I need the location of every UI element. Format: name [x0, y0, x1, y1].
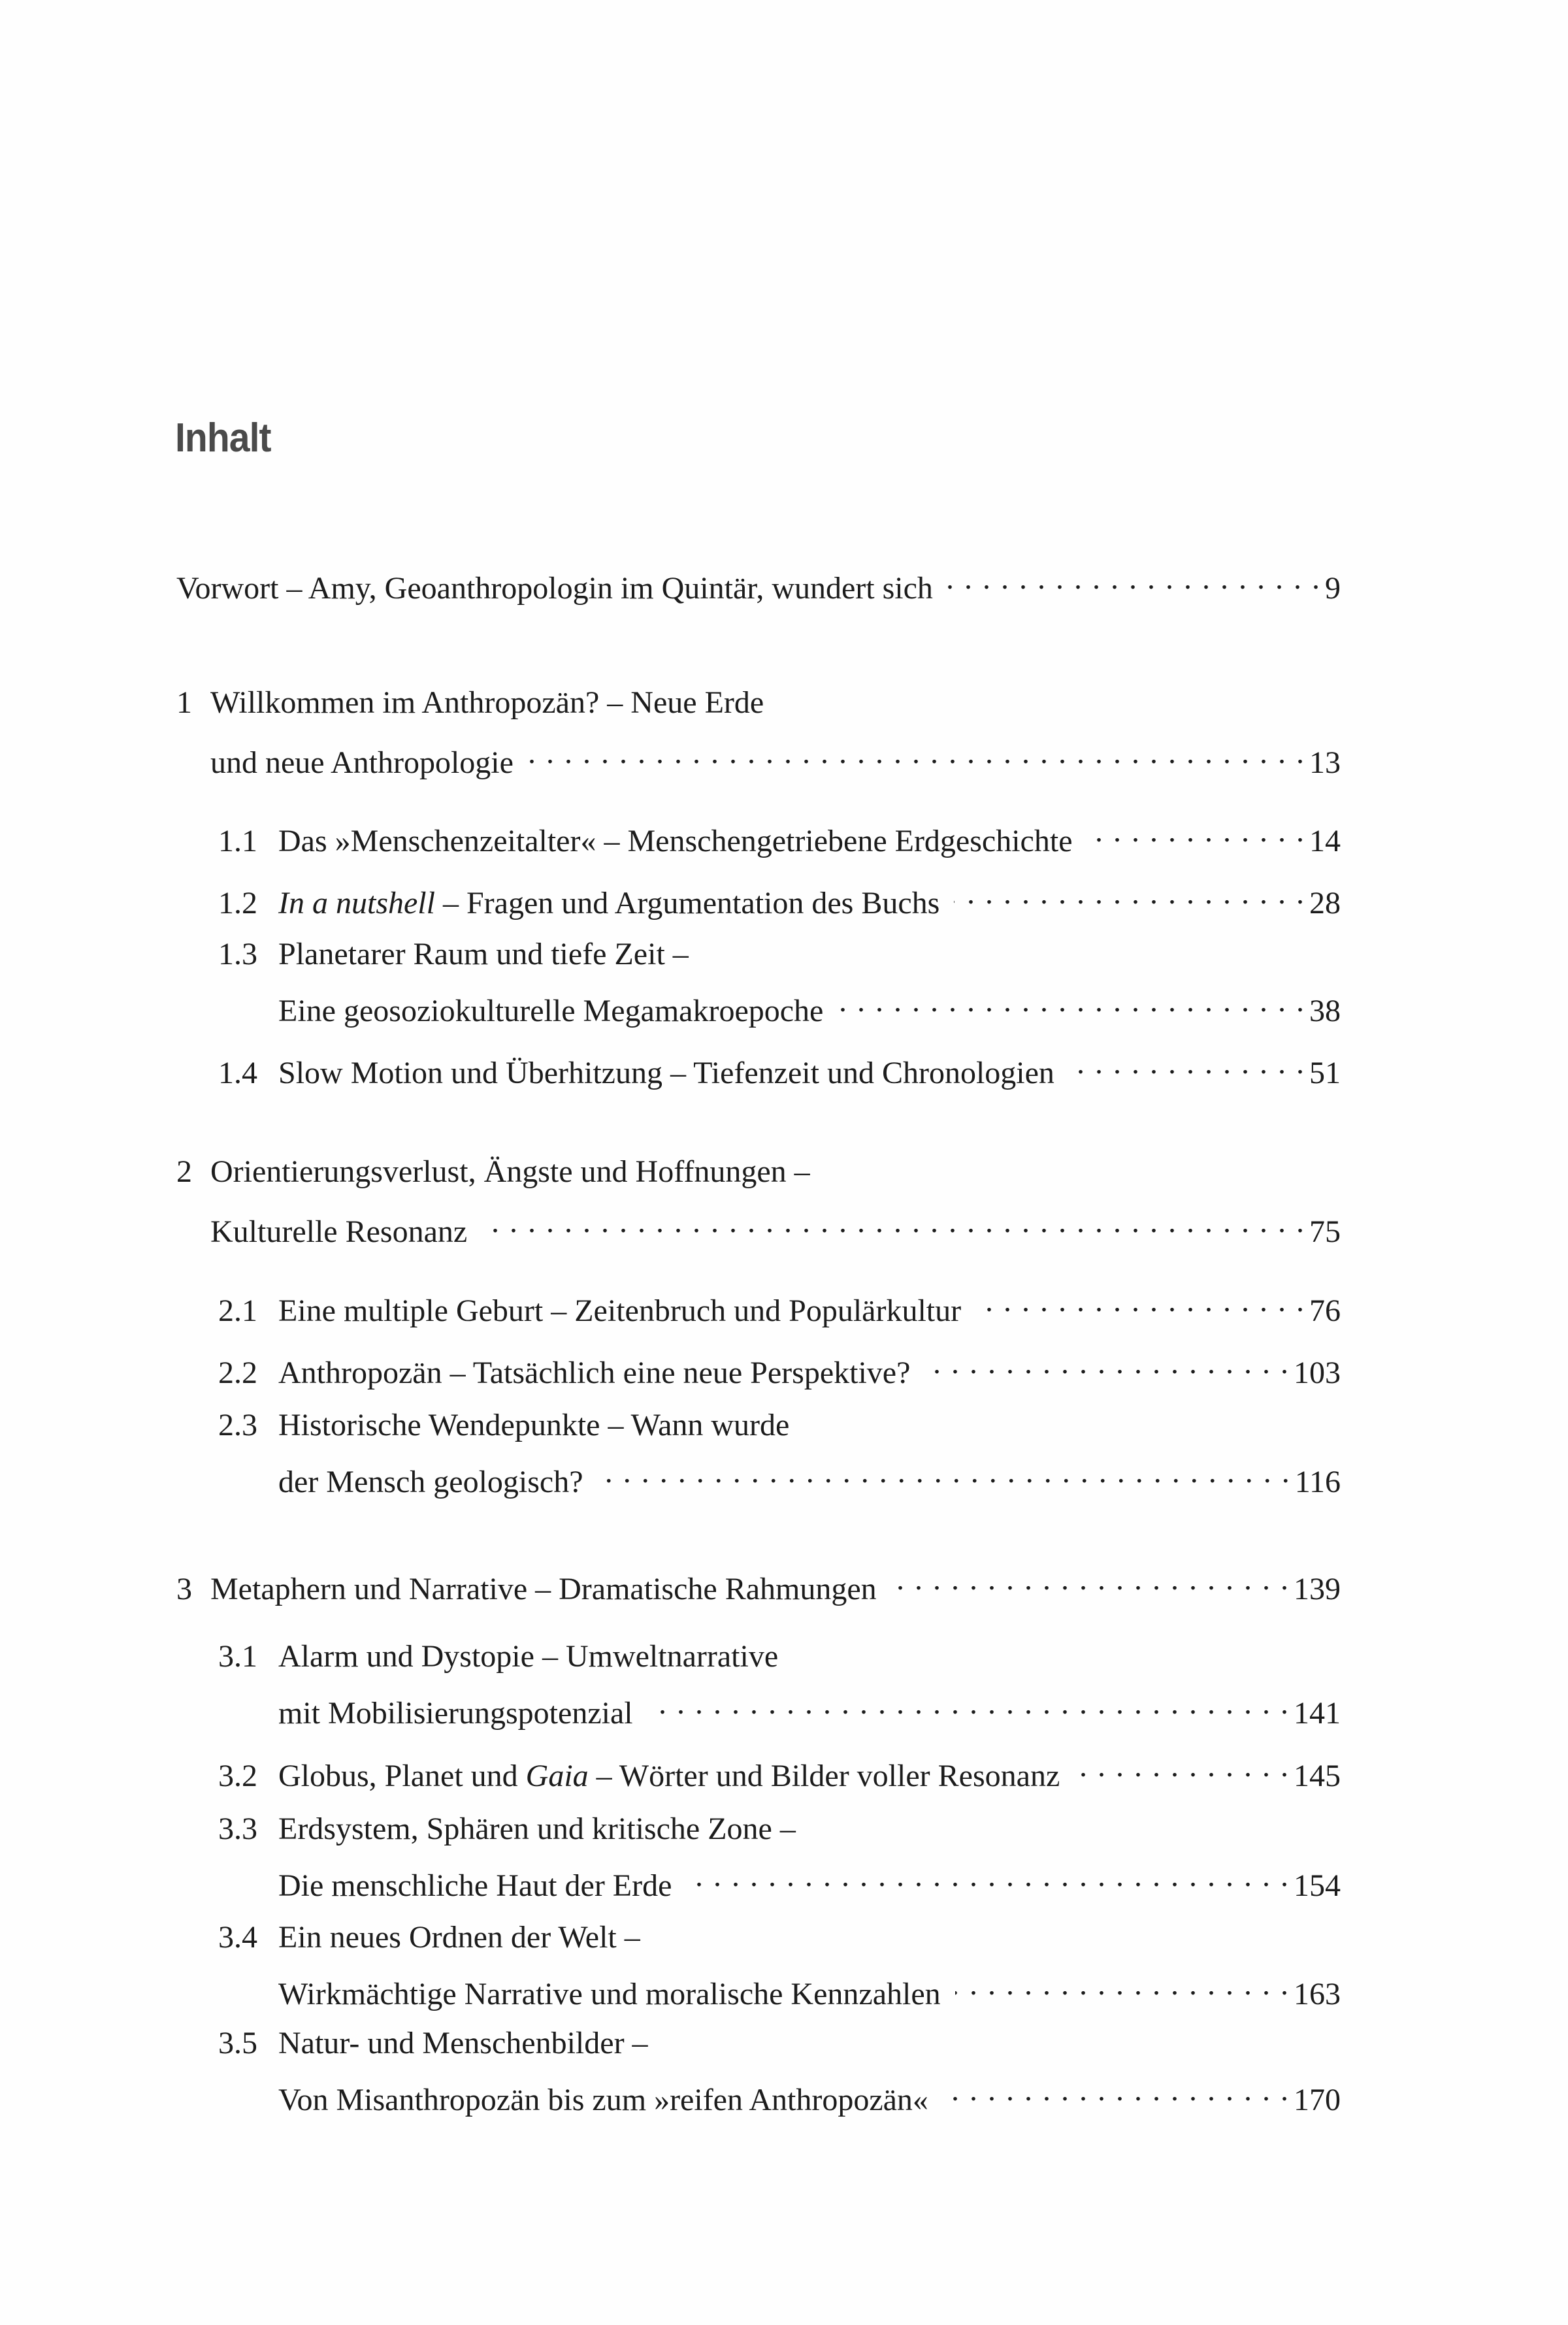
entry-title: Erdsystem, Sphären und kritische Zone – — [278, 1812, 796, 1846]
page-number[interactable]: 14 — [1309, 824, 1341, 858]
toc-line — [218, 1747, 1341, 1793]
entry-number: 2.1 — [218, 1293, 257, 1328]
entry-title: Von Misanthropozän bis zum »reifen Anthropozän« — [278, 2083, 928, 2117]
toc-line — [218, 1637, 1341, 1676]
dot-leader — [1087, 812, 1306, 851]
entry-title: In a nutshell – Fragen und Argumentation des Buchs — [278, 886, 940, 920]
page-number[interactable]: 170 — [1294, 2083, 1341, 2117]
toc-line — [218, 812, 1341, 858]
page-number[interactable]: 51 — [1309, 1056, 1341, 1090]
toc-line — [176, 559, 1341, 606]
page-number[interactable]: 141 — [1294, 1696, 1341, 1731]
page-number[interactable]: 9 — [1325, 571, 1341, 606]
toc-line — [278, 2071, 1341, 2117]
page-number[interactable]: 139 — [1294, 1572, 1341, 1606]
dot-leader — [838, 982, 1305, 1021]
page-number[interactable]: 38 — [1309, 994, 1341, 1028]
entry-number: 1.1 — [218, 824, 257, 858]
entry-title: Ein neues Ordnen der Welt – — [278, 1920, 640, 1955]
page-number[interactable]: 75 — [1309, 1214, 1341, 1249]
entry-title: Das »Menschenzeitalter« – Menschengetriebene Erdgeschichte — [278, 824, 1073, 858]
entry-number: 1.4 — [218, 1056, 257, 1090]
entry-number: 1 — [176, 685, 192, 720]
page-number[interactable]: 163 — [1294, 1977, 1341, 2011]
entry-number: 1.3 — [218, 937, 257, 971]
toc-line — [218, 874, 1341, 920]
entry-number: 2 — [176, 1154, 192, 1189]
entry-title: Natur- und Menschenbilder – — [278, 2026, 648, 2060]
entry-title: Globus, Planet und Gaia – Wörter und Bilder voller Resonanz — [278, 1759, 1060, 1793]
dot-leader — [1069, 1044, 1305, 1083]
toc-line — [218, 1044, 1341, 1090]
page-number[interactable]: 76 — [1309, 1293, 1341, 1328]
entry-title: Slow Motion und Überhitzung – Tiefenzeit und Chronologien — [278, 1056, 1054, 1090]
entry-number: 3.5 — [218, 2026, 257, 2060]
page-number[interactable]: 116 — [1294, 1465, 1341, 1499]
toc-line — [218, 1918, 1341, 1957]
entry-number: 3.1 — [218, 1639, 257, 1674]
toc-line — [278, 1965, 1341, 2011]
page-number[interactable]: 145 — [1294, 1759, 1341, 1793]
toc-line — [218, 935, 1341, 974]
dot-leader — [482, 1203, 1305, 1242]
toc-line — [218, 1406, 1341, 1445]
dot-leader — [528, 734, 1305, 773]
entry-number: 3.3 — [218, 1812, 257, 1846]
entry-title: mit Mobilisierungspotenzial — [278, 1696, 633, 1731]
entry-number: 3 — [176, 1572, 192, 1606]
toc-line — [278, 1857, 1341, 1903]
dot-leader — [891, 1560, 1290, 1599]
dot-leader — [686, 1857, 1290, 1896]
entry-title: Historische Wendepunkte – Wann wurde — [278, 1408, 790, 1442]
entry-title: und neue Anthropologie — [210, 745, 514, 780]
toc-line — [218, 1282, 1341, 1328]
page-number[interactable]: 28 — [1309, 886, 1341, 920]
dot-leader — [943, 2071, 1290, 2110]
entry-number: 3.2 — [218, 1759, 257, 1793]
entry-title: Metaphern und Narrative – Dramatische Rahmungen — [210, 1572, 877, 1606]
entry-title: Willkommen im Anthropozän? – Neue Erde — [210, 685, 764, 720]
entry-title: Vorwort – Amy, Geoanthropologin im Quintär, wundert sich — [176, 571, 933, 606]
dot-leader — [1074, 1747, 1290, 1786]
toc-line — [176, 1560, 1341, 1606]
toc-line — [278, 982, 1341, 1028]
entry-title: Orientierungsverlust, Ängste und Hoffnungen – — [210, 1154, 810, 1189]
entry-title: Die menschliche Haut der Erde — [278, 1868, 672, 1903]
entry-title: Kulturelle Resonanz — [210, 1214, 468, 1249]
entry-number: 1.2 — [218, 886, 257, 920]
dot-leader — [598, 1453, 1291, 1492]
dot-leader — [924, 1344, 1290, 1383]
dot-leader — [647, 1684, 1290, 1723]
entry-title: Anthropozän – Tatsächlich eine neue Perspektive? — [278, 1356, 911, 1390]
toc-line — [210, 734, 1341, 780]
dot-leader — [955, 1965, 1290, 2004]
dot-leader — [947, 559, 1321, 598]
page-number[interactable]: 103 — [1294, 1356, 1341, 1390]
dot-leader — [954, 874, 1305, 913]
entry-title: Planetarer Raum und tiefe Zeit – — [278, 937, 689, 971]
page-number[interactable]: 13 — [1309, 745, 1341, 780]
dot-leader — [975, 1282, 1305, 1321]
toc-line — [218, 2024, 1341, 2063]
entry-number: 2.2 — [218, 1356, 257, 1390]
toc-line — [278, 1453, 1341, 1499]
entry-title: der Mensch geologisch? — [278, 1465, 583, 1499]
toc-line — [218, 1344, 1341, 1390]
entry-number: 3.4 — [218, 1920, 257, 1955]
entry-title: Eine multiple Geburt – Zeitenbruch und Populärkultur — [278, 1293, 962, 1328]
page-number[interactable]: 154 — [1294, 1868, 1341, 1903]
entry-title: Wirkmächtige Narrative und moralische Kennzahlen — [278, 1977, 941, 2011]
entry-number: 2.3 — [218, 1408, 257, 1442]
toc-line — [278, 1684, 1341, 1731]
entry-title: Alarm und Dystopie – Umweltnarrative — [278, 1639, 779, 1674]
toc-line — [218, 1810, 1341, 1849]
toc-line — [176, 683, 1341, 723]
toc-line — [210, 1203, 1341, 1249]
entry-title: Eine geosoziokulturelle Megamakroepoche — [278, 994, 824, 1028]
toc-line — [176, 1152, 1341, 1192]
toc-heading: Inhalt — [175, 415, 271, 461]
